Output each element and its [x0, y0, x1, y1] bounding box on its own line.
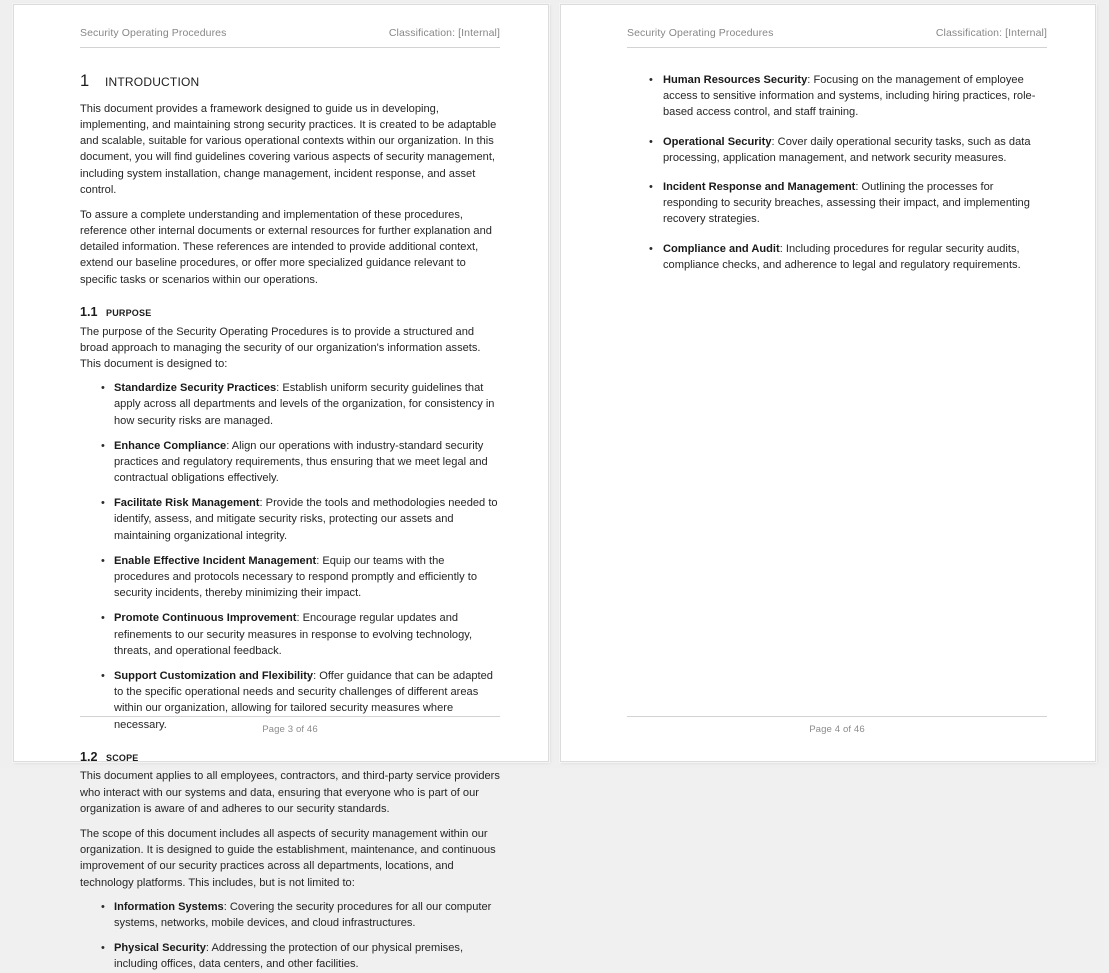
heading-1-1-purpose	[80, 305, 500, 321]
heading-1-2-number: 1.2	[80, 749, 98, 764]
page-4-content-area	[627, 27, 1047, 743]
intro-paragraph-1: This document provides a framework designed to guide us in developing, implementing, and maintaining strong security practices. It is created to be adaptable and scalable, suitable for various operational contexts within our organization. In this document, you will find guidelines covering various aspects of security management, including system installation, change management, incident response, and asset control.	[80, 102, 497, 196]
list-item-term: Facilitate Risk Management	[114, 497, 260, 510]
bullet-icon: •	[649, 74, 653, 86]
list-item-term: Enable Effective Incident Management	[114, 554, 317, 567]
page-4-footer	[627, 716, 1047, 735]
header-divider	[627, 47, 1047, 48]
list-item-term: Information Systems	[114, 900, 224, 913]
header-document-title: Security Operating Procedures	[80, 27, 227, 39]
list-item-text: : Focusing on the management of employee access to sensitive information and systems, including hiring practices, role-based access control, and staff training.	[663, 74, 1036, 119]
heading-1-title: introduction	[105, 72, 200, 90]
scope-bullet-list	[80, 899, 500, 973]
list-item-text: : Offer guidance that can be adapted to the specific operational needs and security challenges of different areas within our organization, allowing for tailored security measures where necessary.	[114, 669, 493, 731]
purpose-bullet-list	[80, 380, 500, 733]
scope-paragraph-1: This document applies to all employees, contractors, and third-party service providers who interact with our systems and data, ensuring that everyone who is part of our organization is aware of and adheres to our security standards.	[80, 770, 500, 815]
heading-1-1-title: purpose	[106, 304, 152, 319]
list-item-text: : Equip our teams with the procedures and protocols necessary to respond promptly and efficiently to security incidents, thereby minimizing their impact.	[114, 554, 478, 600]
list-item-text: : Covering the security procedures for all our computer systems, networks, mobile devices, and cloud infrastructures.	[114, 900, 492, 929]
list-item-term: Standardize Security Practices	[114, 382, 277, 395]
list-item-text: : Provide the tools and methodologies needed to identify, assess, and mitigate security risks, protecting our assets and maintaining organizational integrity.	[114, 497, 498, 542]
list-item-term: Support Customization and Flexibility	[114, 669, 314, 682]
list-item-term: Operational Security	[663, 135, 772, 148]
list-item-term: Promote Continuous Improvement	[114, 612, 297, 625]
header-divider	[80, 47, 500, 48]
bullet-icon: •	[649, 242, 653, 255]
list-item	[627, 179, 1047, 228]
list-item-text: : Cover daily operational security tasks, such as data processing, application management, and network security measures.	[663, 135, 1031, 164]
bullet-icon: •	[649, 180, 653, 193]
list-item	[80, 610, 500, 659]
list-item-text: : Outlining the processes for responding to security breaches, assessing their impact, and implementing recovery strategies.	[663, 180, 1030, 226]
list-item	[80, 940, 500, 972]
document-page-4	[560, 4, 1096, 762]
list-item-text: : Addressing the protection of our physical premises, including offices, data centers, and other facilities.	[114, 942, 464, 971]
header-classification: Classification: [Internal]	[388, 27, 500, 39]
list-item	[80, 495, 500, 544]
bullet-icon: •	[101, 669, 105, 682]
heading-1-2-scope	[80, 750, 500, 766]
list-item-term: Human Resources Security	[663, 74, 808, 86]
scope-paragraph-2: The scope of this document includes all aspects of security management within our organization. It is designed to guide the establishment, maintenance, and continuous improvement of our security practices across all departments, locations, and technology platforms. This includes, but is not limited to:	[80, 828, 496, 889]
heading-1-introduction	[80, 72, 500, 92]
heading-1-1-number: 1.1	[80, 304, 98, 319]
list-item-text: : Encourage regular updates and refinements to our security measures in response to evolving technology, threats, and operational feedback.	[114, 612, 473, 657]
list-item-text: : Establish uniform security guidelines that apply across all departments and levels of the organization, for consistency in how security risks are managed.	[114, 382, 495, 427]
bullet-icon: •	[101, 942, 105, 955]
bullet-icon: •	[101, 382, 105, 395]
header-classification: Classification: [Internal]	[935, 27, 1047, 39]
document-page-3	[13, 4, 549, 971]
heading-1-2-title: scope	[106, 749, 139, 764]
page-4-running-header	[627, 27, 1047, 47]
list-item	[627, 134, 1047, 166]
bullet-icon: •	[649, 135, 653, 148]
list-item-text: : Including procedures for regular security audits, compliance checks, and adherence to legal and regulatory requirements.	[663, 242, 1021, 271]
bullet-icon: •	[101, 900, 105, 913]
list-item	[80, 380, 500, 429]
scope-bullet-list-continued	[627, 72, 1047, 273]
list-item-term: Physical Security	[114, 942, 206, 955]
list-item	[627, 241, 1047, 273]
bullet-icon: •	[101, 612, 105, 625]
list-item	[80, 553, 500, 602]
list-item-term: Incident Response and Management	[663, 180, 856, 193]
page-4-page-number: Page 4 of 46	[809, 724, 865, 735]
header-document-title: Security Operating Procedures	[627, 27, 774, 39]
list-item-text: : Align our operations with industry-standard security practices and regulatory requirements, thus ensuring that we meet legal and contractual obligations effectively.	[114, 439, 488, 485]
page-3-content-area	[80, 27, 500, 971]
list-item	[627, 72, 1047, 121]
list-item-term: Enhance Compliance	[114, 439, 227, 452]
intro-paragraph-2: To assure a complete understanding and implementation of these procedures, reference other internal documents or external resources for further explanation and detailed information. These references are intended to provide additional context, extend our baseline procedures, or offer more specialized guidance relevant to specific tasks or scenarios within our operations.	[80, 208, 492, 286]
list-item-term: Compliance and Audit	[663, 242, 780, 255]
heading-1-number: 1	[80, 72, 90, 90]
list-item	[80, 438, 500, 487]
page-3-running-header	[80, 27, 500, 47]
bullet-icon: •	[101, 554, 105, 567]
purpose-paragraph: The purpose of the Security Operating Procedures is to provide a structured and broad approach to managing the security of our organization's information assets. This document is designed to:	[80, 325, 481, 370]
page-3-page-number: Page 3 of 46	[262, 724, 318, 735]
bullet-icon: •	[101, 497, 105, 510]
page-3-footer	[80, 716, 500, 735]
bullet-icon: •	[101, 439, 105, 452]
list-item	[80, 899, 500, 931]
